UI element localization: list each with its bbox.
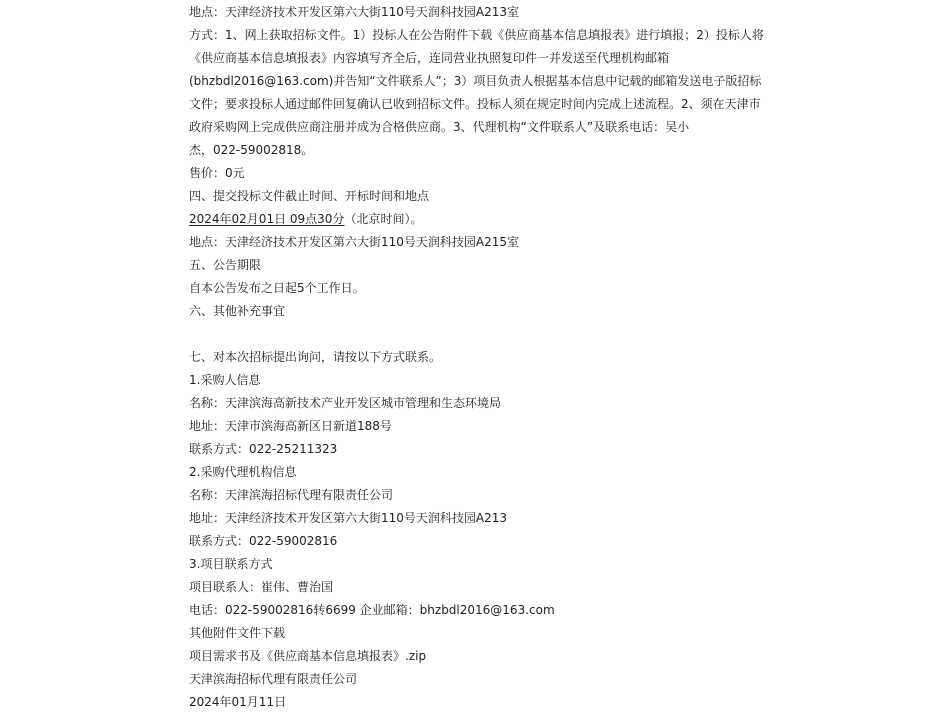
deadline-date: 2024年02月01日 09点30分 xyxy=(189,212,345,226)
agency-name: 名称：天津滨海招标代理有限责任公司 xyxy=(189,488,394,502)
agency-heading: 2.采购代理机构信息 xyxy=(189,465,297,479)
agency-phone: 联系方式：022-59002816 xyxy=(189,534,338,548)
project-contact-phone-email: 电话：022-59002816转6699 企业邮箱：bhzbdl2016@163.com xyxy=(189,603,555,617)
section-heading-contact: 七、对本次招标提出询问，请按以下方式联系。 xyxy=(189,350,442,364)
blank-line xyxy=(189,323,769,346)
pickup-method-line-5: 政府采购网上完成供应商注册并成为合格供应商。3、代理机构“文件联系人”及联系电话：吴小 xyxy=(189,120,690,134)
announcement-body xyxy=(189,1,769,714)
bid-location: 地点：天津经济技术开发区第六大街110号天润科技园A215室 xyxy=(189,235,520,249)
issuer-name: 天津滨海招标代理有限责任公司 xyxy=(189,672,358,686)
agency-address: 地址：天津经济技术开发区第六大街110号天润科技园A213 xyxy=(189,511,508,525)
section-heading-other: 六、其他补充事宜 xyxy=(189,304,286,318)
purchaser-phone: 联系方式：022-25211323 xyxy=(189,442,338,456)
document-price: 售价：0元 xyxy=(189,166,245,180)
section-heading-deadline: 四、提交投标文件截止时间、开标时间和地点 xyxy=(189,189,430,203)
purchaser-name: 名称：天津滨海高新技术产业开发区城市管理和生态环境局 xyxy=(189,396,502,410)
pickup-method-line-2: 《供应商基本信息填报表》内容填写齐全后，连同营业执照复印件一并发送至代理机构邮箱 xyxy=(189,51,670,65)
attachment-download-link[interactable]: 项目需求书及《供应商基本信息填报表》.zip xyxy=(189,649,427,663)
pickup-method-line-1: 方式：1、网上获取招标文件。1）投标人在公告附件下载《供应商基本信息填报表》进行填报；2）投标人将 xyxy=(189,28,764,42)
issue-date: 2024年01月11日 xyxy=(189,695,287,709)
project-contact-heading: 3.项目联系方式 xyxy=(189,557,273,571)
purchaser-address: 地址：天津市滨海高新区日新道188号 xyxy=(189,419,392,433)
project-contact-people: 项目联系人：崔伟、曹治国 xyxy=(189,580,334,594)
purchaser-heading: 1.采购人信息 xyxy=(189,373,261,387)
pickup-method-line-6: 杰，022-59002818。 xyxy=(189,143,314,157)
deadline-timezone: （北京时间）。 xyxy=(344,212,423,226)
attachments-heading: 其他附件文件下载 xyxy=(189,626,286,640)
deadline-datetime xyxy=(189,208,769,231)
pickup-method-line-4: 文件；要求投标人通过邮件回复确认已收到招标文件。投标人须在规定时间内完成上述流程。2、须在天津市 xyxy=(189,97,761,111)
pickup-location: 地点：天津经济技术开发区第六大街110号天润科技园A213室 xyxy=(189,5,520,19)
pickup-method-line-3: (bhzbdl2016@163.com)并告知“文件联系人”；3）项目负责人根据基本信息中记载的邮箱发送电子版招标 xyxy=(189,74,762,88)
announcement-period: 自本公告发布之日起5个工作日。 xyxy=(189,281,365,295)
section-heading-period: 五、公告期限 xyxy=(189,258,262,272)
